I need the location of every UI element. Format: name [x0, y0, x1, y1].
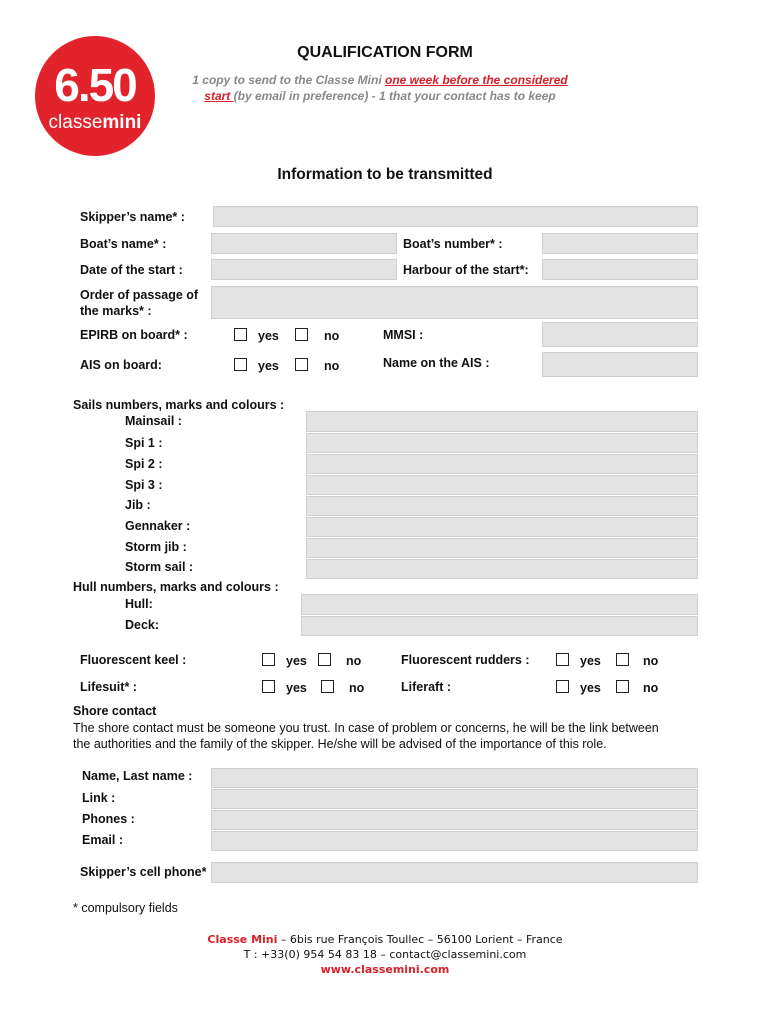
sail-label-mainsail: Mainsail : — [125, 414, 182, 428]
epirb-no-checkbox[interactable] — [295, 328, 308, 341]
sail-label-storm-sail: Storm sail : — [125, 560, 194, 574]
sail-field-jib[interactable] — [306, 496, 698, 516]
hull-heading: Hull numbers, marks and colours : — [73, 580, 279, 594]
footer-contact: T : +33(0) 954 54 83 18 – contact@classemini.com — [243, 948, 527, 961]
epirb-label: EPIRB on board* : — [80, 328, 188, 342]
shore-text-1: The shore contact must be someone you trust. In case of problem or concerns, he will be the link between — [73, 721, 659, 735]
sail-label-jib: Jib : — [125, 498, 151, 512]
sail-label-spi3: Spi 3 : — [125, 478, 163, 492]
ais-label: AIS on board: — [80, 358, 162, 372]
shore-email-label: Email : — [82, 833, 123, 847]
ais-yes-checkbox[interactable] — [234, 358, 247, 371]
logo-brand: classemini — [48, 112, 142, 133]
shore-link-field[interactable] — [211, 789, 698, 809]
shore-email-field[interactable] — [211, 831, 698, 851]
hull-label: Hull: — [125, 597, 153, 611]
rudders-no-checkbox[interactable] — [616, 653, 629, 666]
sail-field-spi2[interactable] — [306, 454, 698, 474]
shore-heading: Shore contact — [73, 704, 157, 718]
harbour-start-field[interactable] — [542, 259, 698, 280]
liferaft-yes-label: yes — [580, 681, 601, 695]
footer-org: Classe Mini — [207, 933, 278, 946]
footer-website[interactable]: www.classemini.com — [320, 963, 450, 976]
shore-name-label: Name, Last name : — [82, 769, 193, 783]
rudders-yes-checkbox[interactable] — [556, 653, 569, 666]
cell-phone-label: Skipper’s cell phone* — [80, 865, 207, 879]
sail-label-spi2: Spi 2 : — [125, 457, 163, 471]
ais-name-label: Name on the AIS : — [383, 356, 490, 370]
sail-label-storm-jib: Storm jib : — [125, 540, 187, 554]
ais-no-checkbox[interactable] — [295, 358, 308, 371]
keel-no-label: no — [346, 654, 362, 668]
mmsi-label: MMSI : — [383, 328, 424, 342]
cell-phone-field[interactable] — [211, 862, 698, 883]
hull-field[interactable] — [301, 594, 698, 615]
ais-no-label: no — [324, 359, 340, 373]
liferaft-yes-checkbox[interactable] — [556, 680, 569, 693]
epirb-yes-checkbox[interactable] — [234, 328, 247, 341]
deck-label: Deck: — [125, 618, 160, 632]
liferaft-no-label: no — [643, 681, 659, 695]
lifesuit-yes-checkbox[interactable] — [262, 680, 275, 693]
shore-link-label: Link : — [82, 791, 116, 805]
rudders-label: Fluorescent rudders : — [401, 653, 530, 667]
liferaft-label: Liferaft : — [401, 680, 451, 694]
boat-name-label: Boat’s name* : — [80, 237, 167, 251]
keel-yes-checkbox[interactable] — [262, 653, 275, 666]
epirb-no-label: no — [324, 329, 340, 343]
keel-label: Fluorescent keel : — [80, 653, 187, 667]
shore-text-2: the authorities and the family of the skipper. He/she will be advised of the importance of this role. — [73, 737, 607, 751]
footer-address: Classe Mini – 6bis rue François Toullec – 56100 Lorient – France — [207, 933, 563, 946]
sail-field-spi1[interactable] — [306, 433, 698, 453]
shore-name-field[interactable] — [211, 768, 698, 788]
section-title: Information to be transmitted — [277, 166, 493, 183]
sails-heading: Sails numbers, marks and colours : — [73, 398, 285, 412]
ais-name-field[interactable] — [542, 352, 698, 377]
keel-yes-label: yes — [286, 654, 307, 668]
order-marks-field[interactable] — [211, 286, 698, 319]
logo-number: 6.50 — [54, 59, 136, 111]
sail-field-mainsail[interactable] — [306, 411, 698, 432]
boat-number-label: Boat’s number* : — [403, 237, 503, 251]
liferaft-no-checkbox[interactable] — [616, 680, 629, 693]
harbour-start-label: Harbour of the start*: — [403, 263, 529, 277]
lifesuit-label: Lifesuit* : — [80, 680, 137, 694]
sail-label-gennaker: Gennaker : — [125, 519, 191, 533]
form-title: QUALIFICATION FORM — [297, 44, 473, 61]
shore-phones-field[interactable] — [211, 810, 698, 830]
epirb-yes-label: yes — [258, 329, 279, 343]
sail-field-storm-sail[interactable] — [306, 559, 698, 579]
form-intro: 1 copy to send to the Classe Mini one week before the considered start (by email in preference) - 1 that your contact has to keep — [192, 73, 568, 103]
compulsory-note: * compulsory fields — [73, 901, 178, 915]
shore-phones-label: Phones : — [82, 812, 135, 826]
boat-name-field[interactable] — [211, 233, 397, 254]
rudders-no-label: no — [643, 654, 659, 668]
lifesuit-no-label: no — [349, 681, 365, 695]
date-start-field[interactable] — [211, 259, 397, 280]
deck-field[interactable] — [301, 616, 698, 636]
date-start-label: Date of the start : — [80, 263, 183, 277]
lifesuit-no-checkbox[interactable] — [321, 680, 334, 693]
order-marks-label-2: the marks* : — [80, 304, 152, 318]
boat-number-field[interactable] — [542, 233, 698, 254]
lifesuit-yes-label: yes — [286, 681, 307, 695]
sail-field-storm-jib[interactable] — [306, 538, 698, 558]
skipper-name-field[interactable] — [213, 206, 698, 227]
keel-no-checkbox[interactable] — [318, 653, 331, 666]
sail-field-gennaker[interactable] — [306, 517, 698, 537]
order-marks-label-1: Order of passage of — [80, 288, 199, 302]
sail-field-spi3[interactable] — [306, 475, 698, 495]
rudders-yes-label: yes — [580, 654, 601, 668]
mmsi-field[interactable] — [542, 322, 698, 347]
sail-label-spi1: Spi 1 : — [125, 436, 163, 450]
skipper-name-label: Skipper’s name* : — [80, 210, 185, 224]
ais-yes-label: yes — [258, 359, 279, 373]
